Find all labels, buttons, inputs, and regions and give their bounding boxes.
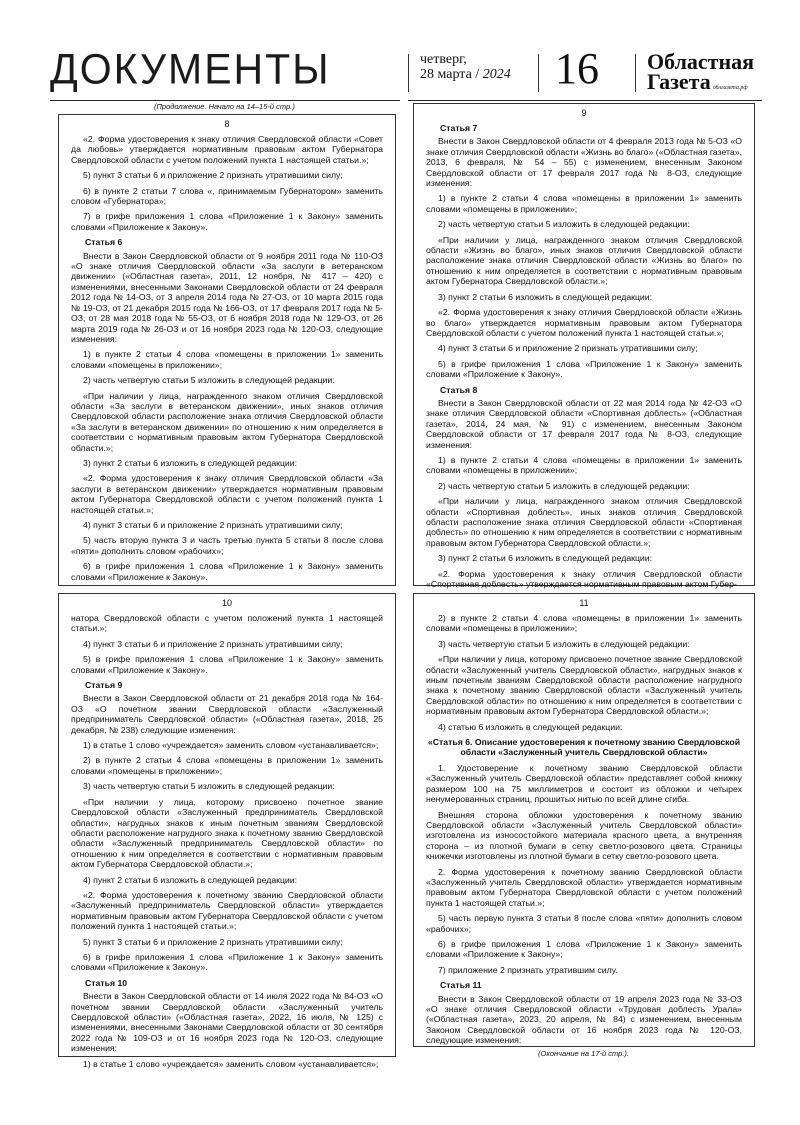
law-page-number: 10 bbox=[221, 598, 232, 608]
article-heading: Статья 6 bbox=[85, 237, 123, 248]
masthead-rule bbox=[50, 100, 400, 101]
paragraph: Внести в Закон Свердловской области от 9 ноября 2011 года № 110-ОЗ «О знаке отличия Свердловской области «За заслуги в ветеранском движении» («Областная газета», 2011, 12 ноября, № 417 – 420) с изменениями, внесенными Законами Свердловской области от 24 февраля 2012 года № 14-ОЗ, от 3 апреля 2014 года № 27-ОЗ, от 10 марта 2015 года № 19-ОЗ, от 21 декабря 2015 года № 166-ОЗ, от 17 февраля 2017 года № 5-ОЗ, от 28 мая 2018 года № 55-ОЗ, от 6 ноября 2018 года № 129-ОЗ, от 26 марта 2019 года № 26-ОЗ и от 16 ноября 2023 года № 120-ОЗ, следующие изменения: bbox=[71, 250, 383, 344]
paragraph: 3) пункт 2 статьи 6 изложить в следующей редакции: bbox=[438, 553, 653, 564]
newspaper-name-line1: Областная bbox=[647, 49, 755, 74]
paragraph: «При наличии у лица, которому присвоено почетное звание Свердловской области «Заслуженный учитель Свердловской области», нагрудных знаков к иным почетным званиям Свердловской области расположение нагрудного знака к почетному званию Свердловской области «Заслуженный учитель Свердловской области» по отношению к ним определяется в соответствии с нормативным правовым актом Губернатора Свердловской области.»; bbox=[426, 654, 742, 717]
paragraph: 6) в грифе приложения 1 слова «Приложение 1 к Закону» заменить словами «Приложение к Закону». bbox=[71, 561, 383, 582]
law-page-10 bbox=[58, 593, 396, 1069]
paragraph: 3) часть четвертую статьи 5 изложить в следующей редакции: bbox=[438, 638, 690, 649]
paragraph: 4) пункт 2 статьи 6 изложить в следующей редакции: bbox=[83, 874, 298, 885]
weekday: четверг, bbox=[420, 52, 467, 67]
section-title: ДОКУМЕНТЫ bbox=[50, 44, 331, 94]
paragraph: 6) в грифе приложения 1 слова «Приложение 1 к Закону» заменить словами «Приложение к Закону»; bbox=[426, 938, 742, 960]
law-page-number: 11 bbox=[579, 598, 589, 608]
paragraph: «2. Форма удостоверения к знаку отличия Свердловской области «За заслуги в ветеранском движении» утверждается нормативным правовым актом Губернатора Свердловской области с учетом положений пункта 1 настоящей статьи.»; bbox=[71, 473, 383, 515]
paragraph: 7) приложение 2 признать утратившим силу. bbox=[438, 964, 618, 975]
law-page-number: 9 bbox=[581, 108, 587, 118]
paragraph: 3) пункт 2 статьи 6 изложить в следующей редакции: bbox=[438, 291, 653, 302]
paragraph: 6) в грифе приложения 1 слова «Приложение 1 к Закону» заменить словами «Приложение к Закону». bbox=[71, 951, 383, 973]
ending-note: (Окончание на 17-й стр.). bbox=[538, 1049, 630, 1058]
article-heading: Статья 7 bbox=[440, 123, 478, 133]
paragraph: 4) пункт 3 статьи 6 и приложение 2 признать утратившими силу; bbox=[438, 343, 698, 354]
paragraph: 5) пункт 3 статьи 6 и приложение 2 признать утратившими силу; bbox=[83, 936, 343, 947]
paragraph: 1) в пункте 2 статьи 4 слова «помещены в приложении 1» заменить словами «помещены в приложении»; bbox=[426, 193, 742, 214]
paragraph: Внести в Закон Свердловской области от 14 июля 2022 года № 84-ОЗ «О почетном звании Свердловской области «Заслуженный учитель Свердловской области» («Областная газета», 2022, 16 июля, № 125) с изменениями, внесенными Законами Свердловской области от 30 сентября 2022 года № 109-ОЗ и от 16 ноября 2023 года № 120-ОЗ, следующие изменения: bbox=[71, 991, 383, 1054]
paragraph: «2. Форма удостоверения к знаку отличия Свердловской области «Жизнь во благо» утверждается нормативным правовым актом Губернатора Свердловской области с учетом положений пункта 1 настоящей статьи.»; bbox=[426, 307, 742, 338]
paragraph: 5) часть первую пункта 3 статьи 8 после слова «пяти» дополнить словом «рабочих»; bbox=[426, 913, 742, 934]
paragraph: 3) часть четвертую статьи 5 изложить в следующей редакции: bbox=[83, 781, 335, 792]
law-page-number: 8 bbox=[224, 119, 230, 129]
paragraph: 2. Форма удостоверения к почетному званию Свердловской области «Заслуженный учитель Свердловской области» утверждается нормативным правовым актом Губернатора Свердловской области с учетом положений пункта 1 настоящей статьи.»; bbox=[426, 866, 742, 908]
paragraph: 2) в пункте 2 статьи 4 слова «помещены в приложении 1» заменить словами «помещены в приложении»; bbox=[426, 613, 742, 634]
divider bbox=[538, 54, 539, 92]
divider bbox=[635, 54, 636, 92]
paragraph: 1) в статье 1 слово «учреждается» заменить словом «устанавливается»; bbox=[83, 740, 379, 751]
paragraph: 1) в пункте 2 статьи 4 слова «помещены в приложении 1» заменить словами «помещены в приложении»; bbox=[71, 349, 383, 370]
paragraph: 5) часть вторую пункта 3 и часть третью пункта 5 статьи 8 после слова «пяти» дополнить словом «рабочих»; bbox=[71, 535, 383, 556]
article-heading: Статья 9 bbox=[85, 680, 123, 691]
paragraph: «2. Форма удостоверения к знаку отличия Свердловской области «Спортивная доблесть» утверждается нормативным правовым актом Губер- bbox=[426, 568, 742, 590]
masthead bbox=[50, 46, 762, 98]
paragraph: 6) в пункте 2 статьи 7 слова «, принимаемым Губернатором» заменить словом «Губернатора»; bbox=[71, 185, 383, 207]
paragraph: 2) часть четвертую статьи 5 изложить в следующей редакции: bbox=[83, 375, 335, 386]
newspaper-name-line2: Газета bbox=[647, 69, 711, 94]
paragraph: «2. Форма удостоверения к знаку отличия Свердловской области «Совет да любовь» утверждается нормативным правовым актом Губернатора Свердловской области с учетом положений пункта 1 настоящей статьи.»; bbox=[71, 134, 383, 165]
law-page-9 bbox=[413, 103, 755, 590]
year: 2024 bbox=[482, 67, 511, 82]
article-title: «Статья 6. Описание удостоверения к почетному званию Свердловской области «Заслуженный учитель Свердловской области» bbox=[427, 737, 741, 758]
paragraph: 5) в грифе приложения 1 слова «Приложение 1 к Закону» заменить словами «Приложение к Закону». bbox=[426, 358, 742, 380]
page-number: 16 bbox=[555, 44, 599, 93]
paragraph: «При наличии у лица, награжденного знаком отличия Свердловской области «За заслуги в ветеранском движении», иных знаков отличия Свердловской области расположение знака отличия Свердловской области «За заслуги в ветеранском движении» по отношению к ним определяется в соответствии с нормативным правовым актом Губернатора Свердловской области.»; bbox=[71, 390, 383, 453]
article-heading: Статья 8 bbox=[440, 384, 478, 395]
paragraph: Внести в Закон Свердловской области от 4 февраля 2013 года № 5-ОЗ «О знаке отличия Свердловской области «Жизнь во благо» («Областная газета», 2013, 6 февраля, № 54 – 55) с изменением, внесенным Законом Свердловской области от 17 февраля 2017 года № 8-ОЗ, следующие изменения: bbox=[426, 136, 742, 189]
paragraph: 1) в статье 1 слово «учреждается» заменить словом «устанавливается»; bbox=[83, 1058, 379, 1069]
law-page-11 bbox=[413, 593, 755, 1047]
newspaper-logo bbox=[647, 49, 755, 98]
continued-note: (Продолжение. Начало на 14–15-й стр.) bbox=[154, 102, 295, 111]
site-url: облгазета.рф bbox=[712, 85, 748, 91]
paragraph: 5) в грифе приложения 1 слова «Приложение 1 к Закону» заменить словами «Приложение к Закону». bbox=[71, 654, 383, 675]
article-heading: Статья 10 bbox=[85, 977, 128, 988]
paragraph: 1. Удостоверение к почетному званию Свердловской области «Заслуженный учитель Свердловской области» представляет собой книжку размером 100 на 75 миллиметров и состоит из обложки и четырех ненумерованных страниц, прошитых нитью по всей длине сгиба. bbox=[426, 762, 742, 805]
paragraph: Внести в Закон Свердловской области от 19 апреля 2023 года № 33-ОЗ «О знаке отличия Свердловской области «Трудовая доблесть Урала» («Областная газета», 2023, 20 апреля, № 84) с изменением, внесенным Законом Свердловской области от 16 ноября 2023 года № 120-ОЗ, следующие изменения: bbox=[426, 993, 742, 1046]
paragraph: «При наличии у лица, награжденного знаком отличия Свердловской области «Спортивная доблесть», иных знаков отличия Свердловской области расположение знака отличия Свердловской области «Спортивная доблесть» по отношению к ним определяется в соответствии с нормативным правовым актом Губернатора Свердловской области.»; bbox=[426, 496, 742, 548]
paragraph: «2. Форма удостоверения к почетному званию Свердловской области «Заслуженный предприниматель Свердловской области» утверждается нормативным правовым актом Губернатора Свердловской области с учетом положений пункта 1 настоящей статьи.»; bbox=[71, 889, 383, 932]
paragraph: 4) статью 6 изложить в следующей редакции: bbox=[438, 721, 623, 732]
law-page-8 bbox=[58, 114, 396, 586]
divider bbox=[408, 54, 409, 92]
paragraph: «При наличии у лица, награжденного знаком отличия Свердловской области «Жизнь во благо», иных знаков отличия Свердловской области расположение знака отличия Свердловской области «Жизнь во благо» по отношению к ним определяется в соответствии с нормативным правовым актом Губернатора Свердловской области.»; bbox=[426, 234, 742, 287]
paragraph: 2) часть четвертую статьи 5 изложить в следующей редакции: bbox=[438, 219, 690, 230]
article-heading: Статья 11 bbox=[440, 980, 482, 991]
paragraph: 5) пункт 3 статьи 6 и приложение 2 признать утратившими силу; bbox=[83, 170, 343, 181]
paragraph: 2) часть четвертую статьи 5 изложить в следующей редакции: bbox=[438, 480, 690, 491]
paragraph: 3) пункт 2 статьи 6 изложить в следующей редакции: bbox=[83, 457, 298, 468]
paragraph: 4) пункт 3 статьи 6 и приложение 2 признать утратившими силу; bbox=[83, 520, 343, 530]
paragraph: 2) в пункте 2 статьи 4 слова «помещены в приложении 1» заменить словами «помещены в приложении»; bbox=[71, 755, 383, 776]
date: 28 марта bbox=[420, 67, 472, 82]
issue-date: четверг, 28 марта / 2024 bbox=[420, 52, 511, 82]
masthead-rule bbox=[408, 100, 762, 101]
paragraph: 1) в пункте 2 статьи 4 слова «помещены в приложении 1» заменить словами «помещены в приложении»; bbox=[426, 454, 742, 476]
paragraph: натора Свердловской области с учетом положений пункта 1 настоящей статьи.»; bbox=[71, 613, 383, 634]
paragraph: 4) пункт 3 статьи 6 и приложение 2 признать утратившими силу; bbox=[83, 638, 343, 649]
paragraph: Внести в Закон Свердловской области от 21 декабря 2018 года № 164-ОЗ «О почетном звании Свердловской области «Заслуженный предприниматель Свердловской области» («Областная газета», 2018, 25 декабря, № 238) следующие изменения: bbox=[71, 693, 383, 735]
paragraph: 7) в грифе приложения 1 слова «Приложение 1 к Закону» заменить словами «Приложение к Закону». bbox=[71, 211, 383, 232]
paragraph: «При наличии у лица, которому присвоено почетное звание Свердловской области «Заслуженный предприниматель Свердловской области», нагрудных знаков к иным почетным званиям Свердловской области расположение нагрудного знака к почетному званию Свердловской области «Заслуженный предприниматель Свердловской области» по отношению к ним определяется в соответствии с нормативным правовым актом Губернатора Свердловской области.»; bbox=[71, 796, 383, 870]
paragraph: Внести в Закон Свердловской области от 22 мая 2014 года № 42-ОЗ «О знаке отличия Свердловской области «Спортивная доблесть» («Областная газета», 2014, 24 мая, № 91) с изменением, внесенным Законом Свердловской области от 17 февраля 2017 года № 8-ОЗ, следующие изменения: bbox=[426, 397, 742, 450]
paragraph: Внешняя сторона обложки удостоверения к почетному званию Свердловской области «Заслуженный учитель Свердловской области» изготовлена из износостойкого материала красного цвета, а внутренняя сторона – из плотной бумаги в сетку светло-розового цвета. Страницы книжечки изготовлены из плотной бумаги в сетку светло-розового цвета. bbox=[426, 809, 742, 862]
